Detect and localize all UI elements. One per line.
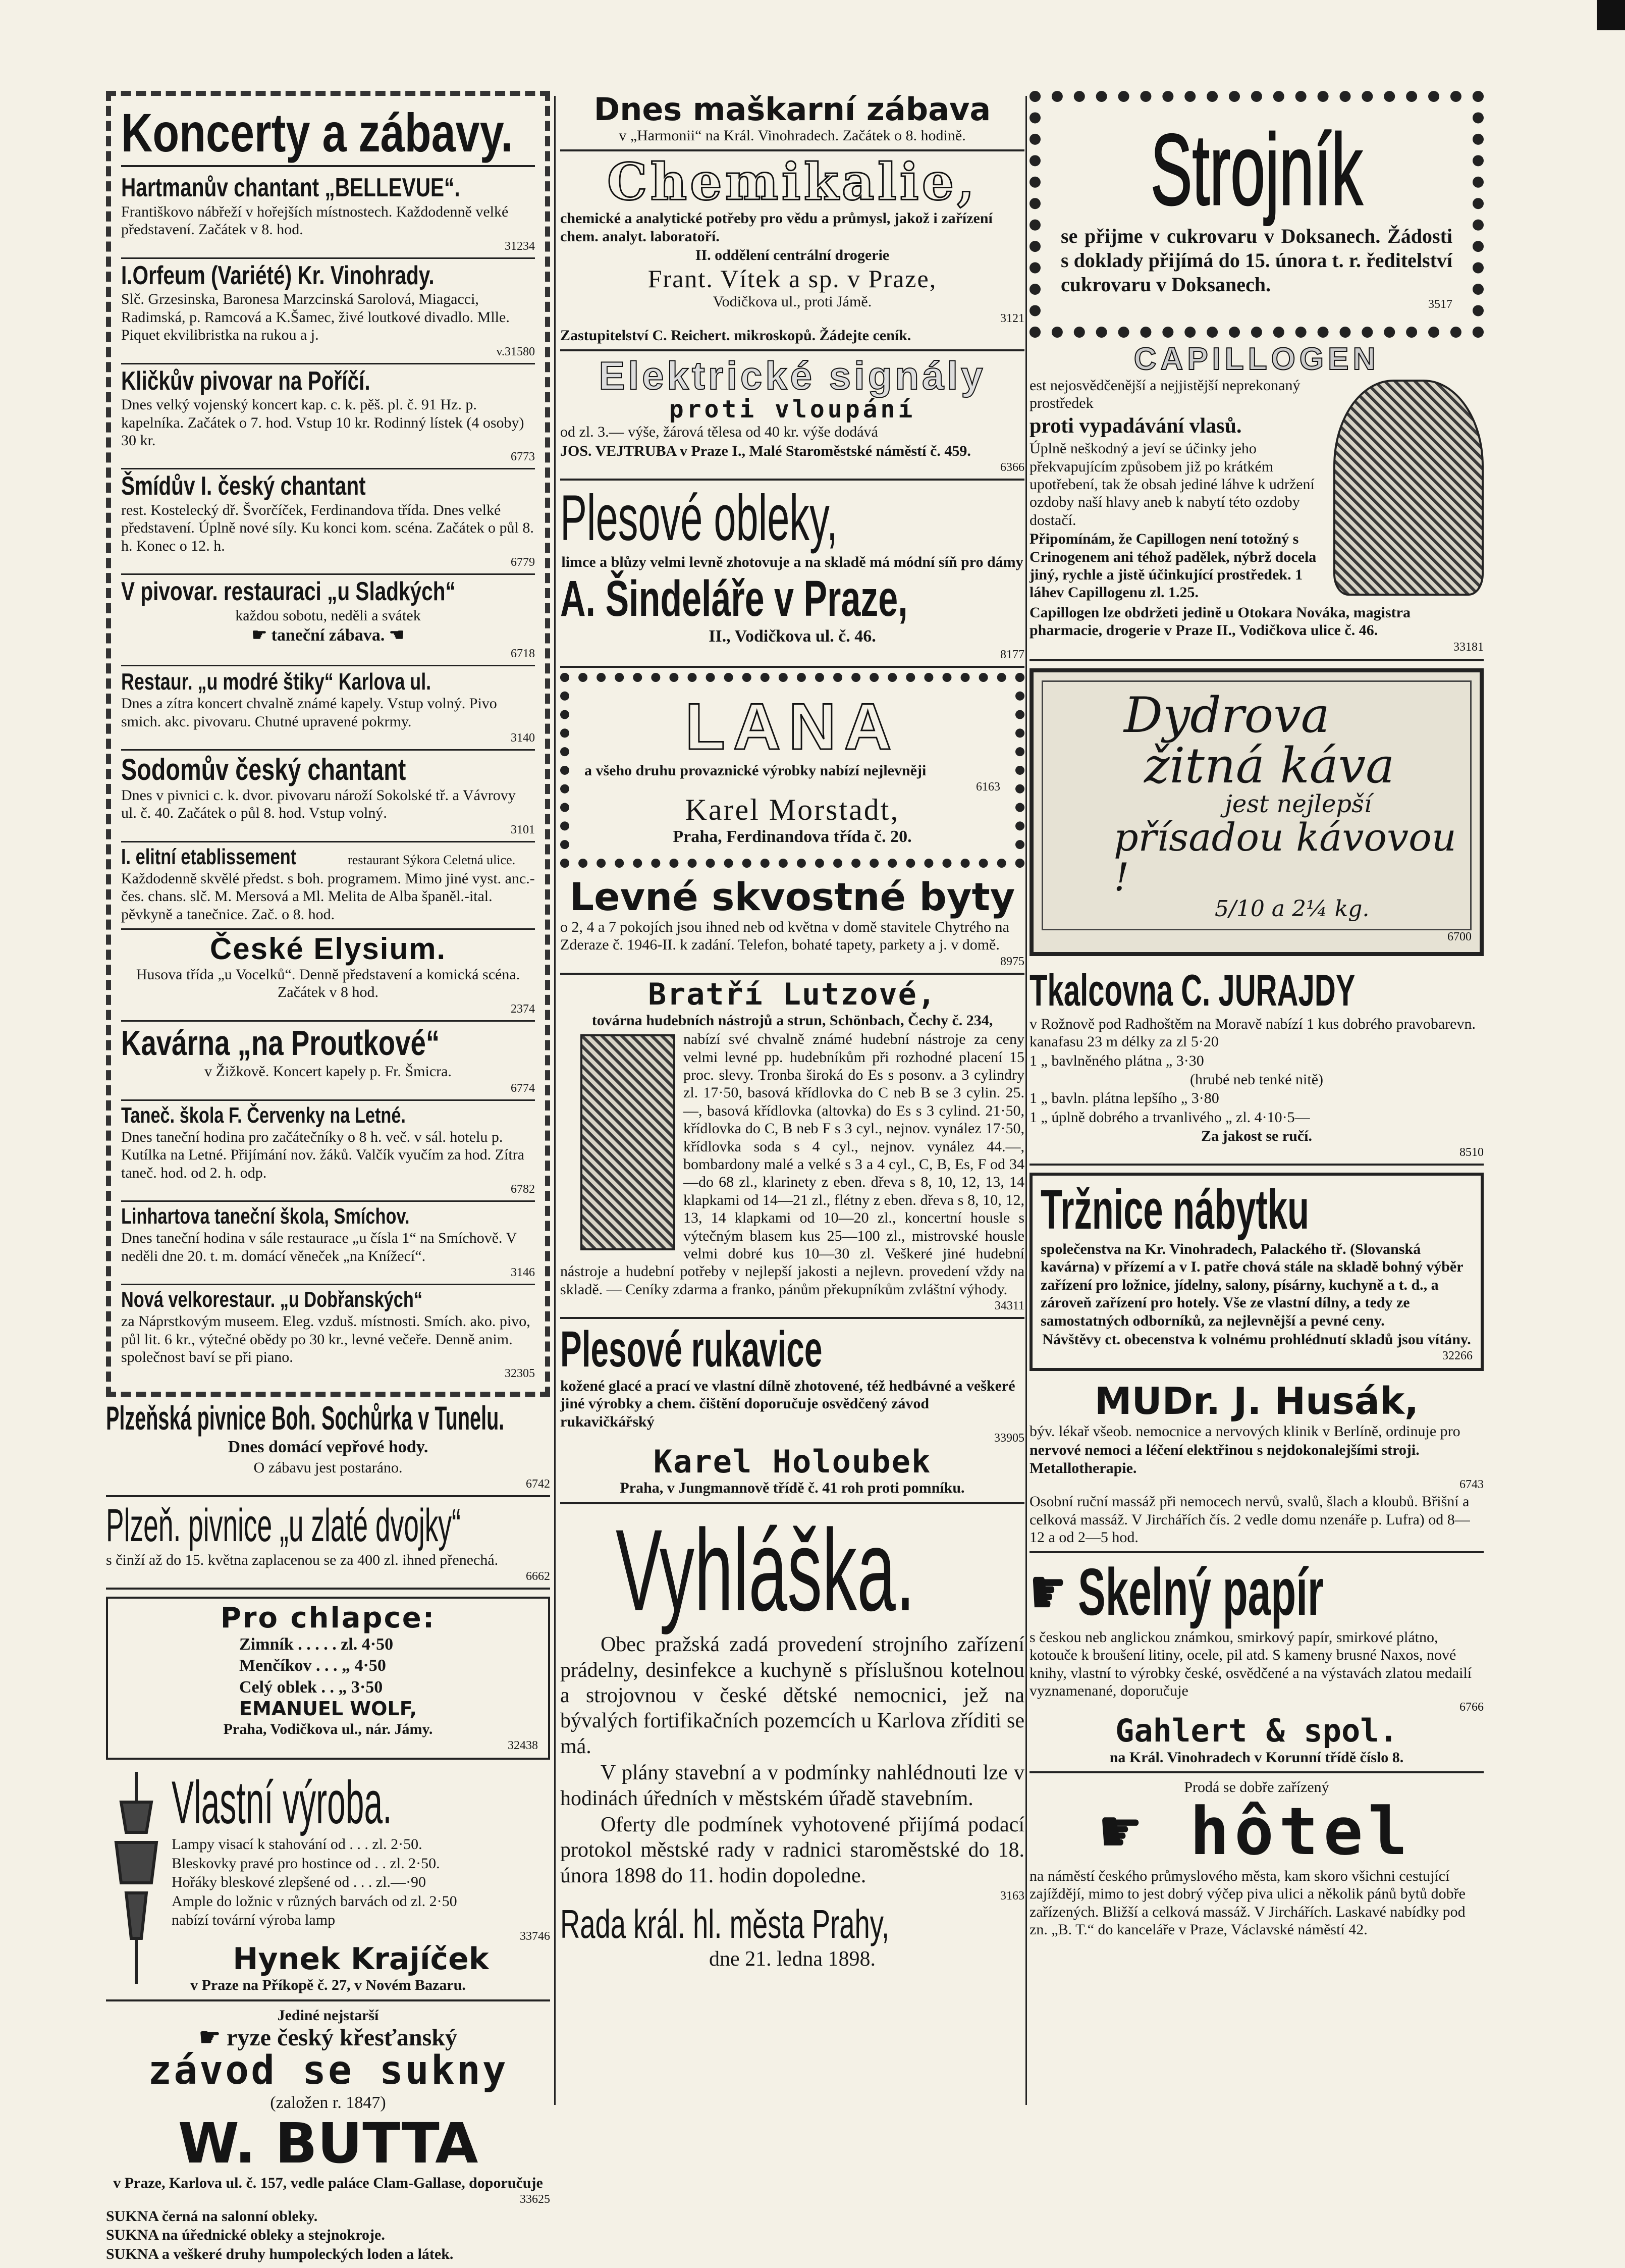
ad-text: jest nejlepší [1225, 790, 1372, 819]
ad-text: Dnes a zítra koncert chvalně známé kapely. Vstup volný. Pivo smich. akc. pivovaru. Chutné upravené pokrmy. [121, 695, 497, 730]
ad-name: Gahlert & spol. [1115, 1712, 1398, 1750]
ad-number: 6718 [511, 647, 535, 660]
ad-title: Chemikalie, [607, 152, 978, 212]
ad-text: od zl. 3.— výše, žárová tělesa od 40 kr. výše dodává [560, 424, 878, 441]
ad-kavarna [121, 1022, 535, 1101]
ad-inner-frame [1042, 680, 1472, 931]
ad-title: CAPILLOGEN [1133, 342, 1380, 377]
ad-lana [560, 673, 1024, 868]
ad-title: Bratří Lutzové, [648, 976, 937, 1012]
lamp-icon [106, 1772, 167, 1994]
ad-number: 6766 [1459, 1701, 1484, 1714]
ad-name: A. Šindeláře v Praze, [560, 570, 908, 627]
ad-text: (založen r. 1847) [270, 2093, 386, 2113]
ad-text: v Žižkově. Koncert kapely p. Fr. Šmicra. [204, 1063, 452, 1080]
ad-text: II. oddělení centrální drogerie [695, 247, 890, 264]
ad-number: 6700 [1447, 930, 1472, 944]
ad-text: Oferty dle podmínek vyhotovené přijímá podací protokol městské rady v radnici staroměstské do 18. února 1898 do 11. hodin dopoledne. [560, 1813, 1024, 1887]
ad-number: 33746 [520, 1930, 550, 1943]
ad-vyhlaska [560, 1504, 1024, 1978]
ad-name: Karel Holoubek [653, 1443, 932, 1481]
ad-line: nabízí tovární výroba lamp [172, 1911, 336, 1928]
ad-maskarni [560, 91, 1024, 151]
ad-title: I.Orfeum (Variété) Kr. Vinohrady. [121, 260, 435, 290]
ad-number: 8510 [1459, 1146, 1484, 1159]
ad-number: 6366 [1000, 461, 1024, 474]
ad-name: EMANUEL WOLF, [239, 1698, 417, 1720]
ad-plzen-dvojka [106, 1497, 550, 1590]
ad-title: Plesové rukavice [560, 1321, 823, 1378]
ad-number: 32305 [505, 1367, 535, 1381]
ad-text: nabízí své chvalně známé hudební nástroje za ceny velmi levné pp. hudebníkům při rozhodné placení 15 proc. slevy. Tronba široká do Es s posonv. a 3 cylindry zl. 17·50, basová křídlovka do C neb B se 3 cylin. 25.—, basová křídlovka (altovka) do Es s 3 cylind. 21·50, křídlovka do C, B neb F s 3 cyl., nejnov. vynález 17·50, křídlovka soda s 4 cyl., nejnov. vynález 44.—, bombardony malé a velké s 3 a 4 cyl., C, B, Es, F od 34—do 68 zl., klarinety z eben. dřeva s 8, 10, 12, 13, 14 klapkami od 14—21 zl., flétny z eben. dřeva s 8, 10, 12, 13, 14 klapkami od 10—20 zl., koncertní housle s výtečným blasem kus 25—100 zl., mistrovské housle velmi dobré kus 10—30 zl. Veškeré jiné hudební nástroje a hudební potřeby v nejlepší jakosti a nejlevn. provedení vždy na skladě. — Ceníky zdarma a franko, pánům překupníkům zvláštní výhody. [560, 1031, 1024, 1298]
column-2 [560, 91, 1024, 1978]
ad-name: JOS. VEJTRUBA v Praze I., Malé Staroměstské náměstí č. 459. [560, 442, 971, 459]
ad-number: 6742 [526, 1477, 550, 1491]
ad-title: Vyhláška. [616, 1505, 915, 1635]
concerts-section [106, 91, 550, 1397]
concerts-heading: Koncerty a zábavy. [121, 102, 513, 163]
ad-linhart [121, 1202, 535, 1285]
pointing-hand-icon: ☚ [385, 626, 405, 645]
divider [121, 165, 535, 167]
ad-title: Pro chlapce: [220, 1601, 436, 1634]
ad-number: 34311 [994, 1299, 1024, 1313]
ad-elitni [121, 842, 535, 930]
ad-pro-chlapce [106, 1597, 550, 1760]
ad-line: SUKNA a veškeré druhy humpoleckých loden a látek. [106, 2245, 454, 2262]
ad-number: 8177 [1000, 648, 1024, 661]
ad-text: Dnes taneční hodina v sále restaurace „u čísla 1“ na Smíchově. V neděli dne 20. t. m. domácí věneček „na Knížecí“. [121, 1230, 517, 1264]
ad-subtitle: proti vypadávání vlasů. [1030, 414, 1242, 438]
price-item: Celý oblek . . „ 3·50 [239, 1678, 383, 1697]
ad-text: Jediné nejstarší [277, 2007, 379, 2024]
ad-title: Hartmanův chantant „BELLEVUE“. [121, 173, 460, 203]
ad-text: II., Vodičkova ul. č. 46. [709, 626, 876, 646]
ad-text: o 2, 4 a 7 pokojích jsou ihned neb od května v domě stavitele Chytrého na Zderaze č. 1946-II. k zadání. Telefon, bohaté tapety, parkety a j. v domě. [560, 919, 1009, 954]
ad-skelny-papir [1030, 1553, 1484, 1773]
ad-title: Dnes maškarní zábava [593, 91, 991, 128]
ad-number: 6773 [511, 450, 535, 464]
ad-text: Dnes velký vojenský koncert kap. c. k. pěš. pl. č. 91 Hz. p. kapelníka. Začátek o 7. hod. Vstup 10 kr. Rodinný lístek (4 osoby) 30 kr. [121, 396, 524, 449]
ad-text: Osobní ruční massáž při nemocech nervů, svalů, šlach a kloubů. Břišní a celková massáž. V Jirchářích čís. 2 vedle domu nzenáře p. Lufra) od 8—12 a od 2—5 hod. [1030, 1493, 1470, 1546]
ad-number: 31234 [505, 239, 535, 253]
ad-name: Frant. Vítek a sp. v Praze, [647, 264, 937, 293]
pointing-hand-icon: ☛ [1101, 1793, 1190, 1870]
ad-text: za Náprstkovým museem. Eleg. vzduš. místnosti. Smích. ako. pivo, půl lit. 6 kr., výtečné obědy po 30 kr., levné večeře. Denně anim. společnost baví se při piano. [121, 1313, 530, 1366]
ad-text: Za jakost se ručí. [1201, 1128, 1312, 1145]
ad-number: 3121 [1000, 311, 1024, 325]
column-rule-right [1025, 96, 1027, 2105]
ad-text: V plány stavební a v podmínky nahlédnouti lze v hodinách úředních v městském úřadě stavebním. [560, 1761, 1024, 1810]
ad-text: Praha, Vodičkova ul., nár. Jámy. [223, 1720, 433, 1737]
ad-title: Plzeňská pivnice Boh. Sochůrka v Tunelu. [106, 1399, 505, 1437]
ad-text-dance: taneční zábava. [271, 626, 385, 645]
ad-title: V pivovar. restauraci „u Sladkých“ [121, 577, 456, 607]
ad-text: O zábavu jest postaráno. [253, 1459, 403, 1476]
ad-vlastni-vyroba [106, 1767, 550, 2001]
ad-number: 2374 [511, 1002, 535, 1016]
ad-date: dne 21. ledna 1898. [709, 1947, 876, 1971]
ad-number: 32438 [508, 1739, 538, 1753]
ad-heading: ryze český křesťanský [227, 2024, 457, 2051]
ad-text: Úplně neškodný a jeví se účinky jeho překvapujícím způsobem již po krátkém upotřebení, tak že obsah jediné láhve k udržení ozdoby naší hlavy aneb k nabytí této ozdoby dostačí. [1030, 440, 1315, 529]
ad-sladky [121, 575, 535, 666]
price-item: Menčíkov . . . „ 4·50 [239, 1656, 386, 1675]
ad-number: 6779 [511, 556, 535, 569]
ad-butta [106, 2001, 550, 2268]
ad-line-1 [106, 2025, 550, 2050]
ad-title: Dydrova [1124, 687, 1330, 744]
ad-text: v Praze na Příkopě č. 27, v Novém Bazaru. [190, 1977, 466, 1994]
ad-text: Capillogen lze obdržeti jedině u Otokara Nováka, magistra pharmacie, drogerie v Praze II., Vodičkova ulice č. 46. [1030, 604, 1411, 639]
ad-title: Taneč. škola F. Červenky na Letné. [121, 1102, 406, 1128]
ad-text: kožené glacé a prací ve vlastní dílně zhotovené, též hedbávné a veškeré jiné výrobky a chem. čištění doporučuje osvědčený závod rukavičkářský [560, 1378, 1015, 1430]
ad-tanec [121, 1101, 535, 1202]
ad-text: rest. Kostelecký dř. Švorčíček, Ferdinandova třída. Dnes velké představení. Úplně nové síly. Ku konci kom. scéna. Začátek o půl 8. h. Konec o 12. h. [121, 501, 534, 554]
ad-text: s činží až do 15. května zaplacenou se za 400 zl. ihned přenechá. [106, 1551, 499, 1568]
ad-line: 1 „ bavln. plátna lepšího „ 3·80 [1030, 1090, 1219, 1107]
woman-portrait-image [1333, 380, 1484, 596]
ad-title: Skelný papír [1078, 1555, 1324, 1629]
ad-text: se přijme v cukrovaru v Doksanech. Žádosti s doklady přijímá do 15. února t. r. ředitelství cukrovaru v Doksanech. [1061, 225, 1452, 296]
ad-rukavice [560, 1319, 1024, 1504]
ad-text: Vodičkova ul., proti Jámě. [713, 293, 872, 310]
ad-plzen-tunel [106, 1397, 550, 1497]
ad-sodom [121, 751, 535, 842]
pointing-hand-icon: ☛ [1030, 1555, 1078, 1629]
price-list [118, 1634, 538, 1698]
ad-number: 3140 [511, 731, 535, 745]
ad-number: 3163 [1000, 1889, 1024, 1903]
ad-title: Linhartova taneční škola, Smíchov. [121, 1204, 410, 1229]
ad-number: 3101 [511, 823, 535, 836]
ad-text: býv. lékař všeob. nemocnice a nervových klinik v Berlíně, ordinuje pro [1030, 1422, 1460, 1440]
ad-number: 6662 [526, 1569, 550, 1583]
ad-stiky [121, 666, 535, 751]
zither-image [580, 1034, 675, 1250]
ad-text: Prodá se dobře zařízený [1184, 1778, 1329, 1796]
ad-heading-big: závod se sukny [148, 2048, 508, 2094]
ad-text: v Rožnově pod Radhoštěm na Moravě nabízí 1 kus dobrého pravobarevn. kanafasu 23 m délky za zl 5·20 [1030, 1015, 1476, 1050]
ad-strojnik [1030, 91, 1484, 338]
ad-text: společenstva na Kr. Vinohradech, Palackého tř. (Slovanská kavárna) v přízemí a v I. patře chová stále na skladě bohný výběr zařízení pro ložnice, jídelny, salony, písárny, kuchyně a t. d., a zároveň zařízení pro hotely. Vše ze vlastní dílny, a tedy ze samostatných odborníků, za nejlevnější a pevné ceny. [1041, 1240, 1463, 1329]
ad-title: Strojník [1150, 114, 1363, 226]
ad-chemikalie [560, 151, 1024, 351]
ad-signature: Rada král. hl. města Prahy, [560, 1902, 890, 1947]
ad-elektricke [560, 351, 1024, 481]
ad-line: SUKNA černá na salonní obleky. [106, 2208, 318, 2225]
ad-byty [560, 873, 1024, 975]
ad-line: Ample do ložnic v různých barvách od zl. 2·50 [172, 1892, 457, 1910]
ad-tkalcovna [1030, 963, 1484, 1166]
ad-number: 6782 [511, 1183, 535, 1196]
ad-number: 33625 [520, 2193, 550, 2206]
ad-title: Levné skvostné byty [569, 874, 1015, 920]
ad-dydrova-kava [1030, 668, 1484, 957]
ad-side-text: restaurant Sýkora Celetná ulice. [348, 852, 516, 867]
ad-title: Kličkův pivovar na Poříčí. [121, 366, 370, 396]
ad-number: 3517 [1428, 298, 1452, 311]
ad-title: hôtel [1189, 1793, 1413, 1870]
ad-text: v „Harmonii“ na Král. Vinohradech. Začátek o 8. hodině. [619, 127, 966, 144]
ad-trznice [1030, 1173, 1484, 1371]
ad-line: 1 „ úplně dobrého a trvanlivého „ zl. 4·10·5— [1030, 1109, 1310, 1126]
ad-text: Dnes v pivnici c. k. dvor. pivovaru nároží Sokolské tř. a Vávrovy ul. č. 40. Začátek o půl 8. hod. Vstup volný. [121, 786, 516, 822]
ad-title: MUDr. J. Husák, [1094, 1380, 1419, 1423]
ad-text: Dnes taneční hodina pro začátečníky o 8 h. več. v sál. hotelu p. Kutílka na Letné. Přijímání nov. žáků. Valčík vyučím za hod. Zítra taneč. hod. od 2. h. odp. [121, 1128, 524, 1181]
ad-title: Nová velkorestaur. „u Dobřanských“ [121, 1287, 423, 1312]
ad-text: Obec pražská zadá provedení strojního zařízení prádelny, desinfekce a kuchyně s příslušnou kotelnou a strojovnou v české dětské nemocnici, jež na bývalých fortifikačních pozemcích u Karlova zříditi se má. [560, 1633, 1024, 1758]
ad-title-2: žitná káva [1144, 737, 1395, 795]
ad-title: Elektrické signály [599, 353, 986, 398]
ad-weight: 5/10 a 2¼ kg. [1215, 896, 1370, 922]
ad-orfeum [121, 259, 535, 364]
pointing-hand-icon: ☛ [199, 2024, 227, 2051]
column-rule-left [554, 96, 556, 2105]
ad-title: Restaur. „u modré štiky“ Karlova ul. [121, 668, 431, 695]
ad-text: na náměstí českého průmyslového města, kam skoro všichni cestující zajíždějí, mimo to jest dobrý výčep piva ulici a několik pánů bytů dobře zařízených. Bližší a celková massáž. V Jirchářích. Laskavé nabídky pod zn. „B. T.“ do kanceláře v Praze, Václavské náměstí 42. [1030, 1867, 1466, 1938]
ad-smidu [121, 469, 535, 575]
ad-number: 6743 [1459, 1478, 1484, 1492]
ad-title: České Elysium. [209, 932, 447, 966]
pointing-hand-icon: ☛ [251, 626, 272, 645]
ad-number: 6163 [976, 780, 1000, 794]
ad-line: Lampy visací k stahování od . . . zl. 2·50. [172, 1836, 422, 1853]
ad-text: Františkovo nábřeží v hořejších místnostech. Každodenně velké představení. Začátek v 8. hod. [121, 203, 509, 238]
ad-title: Sodomův český chantant [121, 752, 406, 786]
ad-text: v Praze, Karlova ul. č. 157, vedle paláce Clam-Gallase, doporučuje [113, 2174, 543, 2191]
price-item: Zimník . . . . . zl. 4·50 [239, 1634, 394, 1654]
ad-number: v.31580 [496, 345, 535, 358]
ad-number: 33905 [994, 1432, 1024, 1445]
ad-name: Hynek Krajíček [233, 1941, 489, 1977]
ad-text: nervové nemoci a léčení elektřinou s nejdokonalejšími stroji. Metallotherapie. [1030, 1442, 1420, 1476]
ad-bellevue [121, 171, 535, 258]
ad-number: 6774 [511, 1081, 535, 1095]
ad-capillogen [1030, 338, 1484, 661]
ad-klicku [121, 364, 535, 470]
ad-line: Bleskovky pravé pro hostince od . . zl. 2·50. [172, 1855, 440, 1872]
ad-text-big: přísadou kávovou ! [1114, 814, 1456, 900]
ad-text: každou sobotu, neděli a svátek [235, 607, 421, 624]
page-corner-mark [1597, 0, 1625, 30]
ad-text: Dnes domácí vepřové hody. [228, 1437, 428, 1456]
ad-text: Připomínám, že Capillogen není totožný s Crinogenem ani téhož padělek, nýbrž docela jiný, rychle a jistě účinkující prostředek. 1 láhev Capillogenu zl. 1.25. [1030, 531, 1317, 601]
ad-title: Plesové obleky, [560, 482, 838, 554]
ad-text: Zastupitelství C. Reichert. mikroskopů. Žádejte ceník. [560, 327, 911, 344]
ad-line: 1 „ bavlněného plátna „ 3·30 [1030, 1052, 1204, 1069]
ad-line: Hořáky bleskové zlepšené od . . . zl.—·90 [172, 1874, 426, 1891]
ad-name: W. BUTTA [178, 2111, 478, 2176]
ad-line: (hrubé neb tenké nitě) [1189, 1071, 1324, 1088]
ad-husak [1030, 1378, 1484, 1553]
ad-text: limce a blůzy velmi levně zhotovuje a na skladě má módní síň pro dámy [561, 554, 1023, 571]
ad-line: SUKNA na úřednické obleky a stejnokroje. [106, 2227, 385, 2244]
ad-lutzove [560, 975, 1024, 1319]
ad-text: Husova třída „u Vocelků“. Denně představení a komická scéna. Začátek v 8 hod. [136, 966, 520, 1001]
ad-number: 3146 [511, 1266, 535, 1280]
ad-dobranskych [121, 1285, 535, 1384]
ad-number: 32266 [1442, 1349, 1473, 1363]
ad-title: Tkalcovna C. JURAJDY [1030, 965, 1356, 1016]
ad-title-row [1030, 1793, 1484, 1870]
ad-title-row [1030, 1555, 1324, 1629]
column-3 [1030, 91, 1484, 1943]
ad-number: 33181 [1453, 640, 1484, 654]
column-1 [106, 91, 550, 2268]
ad-text: s českou neb anglickou známkou, smirkový papír, smirkové plátno, kotouče k broušení litiny, ocele, pil atd. S kameny brusné Naxos, nové knihy, vlastní to výrobky české, osvědčené a na výstavách zlatou medailí vyznamenané, doporučuje [1030, 1628, 1472, 1700]
ad-subtitle: proti vloupání [669, 395, 916, 424]
ad-title: Plzeň. pivnice „u zlaté dvojky“ [106, 1499, 461, 1551]
ad-text: Návštěvy ct. obecenstva k volnému prohlédnutí skladů jsou vítány. [1042, 1331, 1471, 1348]
ad-text: Každodenně skvělé předst. s boh. programem. Mimo jiné vyst. anc.-čes. chans. slč. M. Mersová a Ml. Melita de Alba španěl.-ital. pěvkyně a tanečnice. Zač. o 8. hod. [121, 870, 535, 923]
ad-text: est nejosvědčenější a nejjistější neprekonaný prostředek [1030, 377, 1301, 412]
ad-title: Tržnice nábytku [1041, 1179, 1310, 1241]
ad-text: chemické a analytické potřeby pro vědu a průmysl, jakož i zařízení chem. analyt. laboratoří. [560, 210, 993, 245]
ad-title: Vlastní výroba. [172, 1769, 392, 1837]
ad-text: a všeho druhu provaznické výrobky nabízí nejlevněji [584, 762, 927, 779]
ad-title: I. elitní etablissement [121, 844, 297, 869]
ad-text: Praha, v Jungmannově třídě č. 41 roh proti pomníku. [620, 1480, 965, 1497]
ad-name: Karel Morstadt, [685, 793, 900, 827]
ad-text: továrna hudebních nástrojů a strun, Schönbach, Čechy č. 234, [591, 1012, 993, 1029]
ad-elysium [121, 930, 535, 1022]
ad-title: Kavárna „na Proutkové“ [121, 1023, 440, 1063]
ad-number: 8975 [1000, 955, 1024, 968]
ad-title: Šmídův I. český chantant [121, 471, 366, 501]
ad-title: LANA [685, 689, 900, 763]
ad-text-bold [121, 625, 535, 646]
ad-plesove-obleky [560, 481, 1024, 668]
ad-text: na Král. Vinohradech v Korunní třídě číslo 8. [1109, 1749, 1404, 1766]
ad-hotel [1030, 1773, 1484, 1943]
ad-text: Praha, Ferdinandova třída č. 20. [673, 827, 912, 847]
ad-text: Slč. Grzesinska, Baronesa Marzcinská Sarolová, Miagacci, Radimská, p. Ramcová a K.Šamec, živé loutkové divadlo. Mlle. Piquet ekvilibristka na rukou a j. [121, 291, 510, 344]
